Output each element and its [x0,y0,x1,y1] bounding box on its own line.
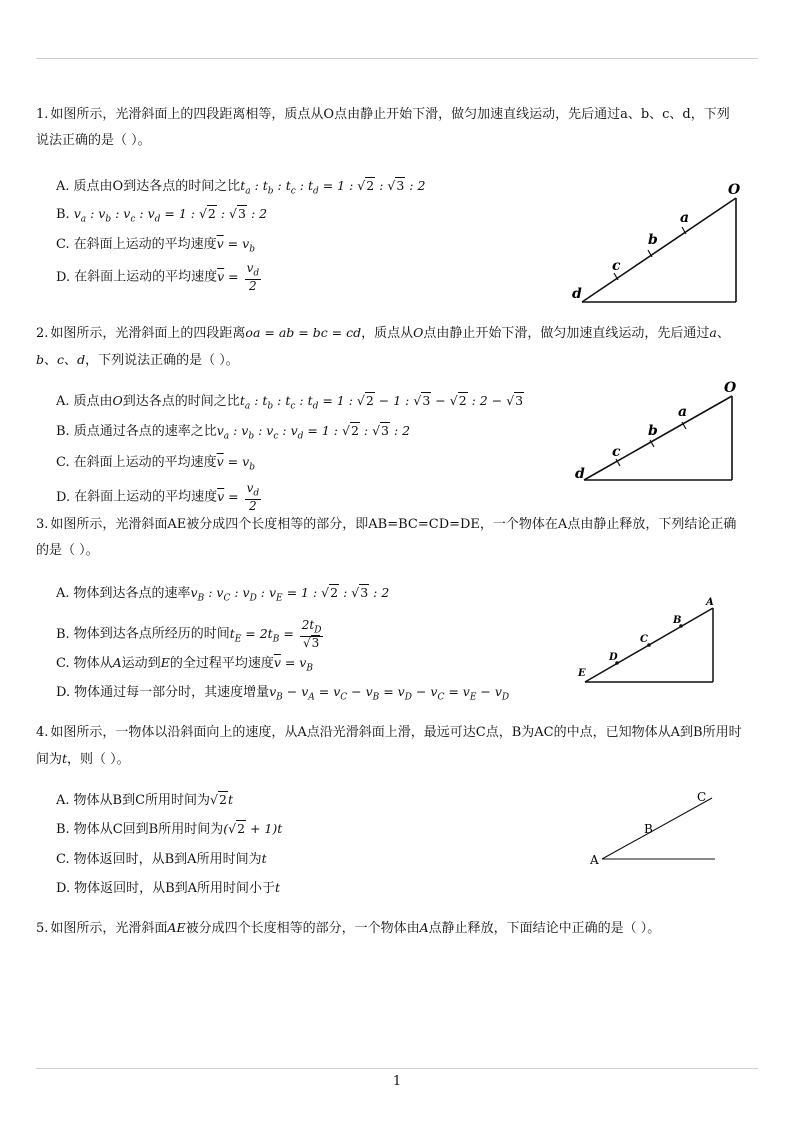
question-4-stem [36,720,742,773]
page-number: 1 [392,1074,402,1089]
q2-option-a [56,390,524,418]
option-label: C. [56,455,70,470]
stem-math: A [419,920,429,935]
option-text: 物体从B到C所用时间为 [73,793,211,808]
option-math: √2t [210,792,233,807]
q3-option-d [56,681,509,709]
stem-text: 、 [64,353,78,368]
q1-option-b [56,203,267,231]
question-number: 4. [36,725,49,740]
option-text: 物体到达各点所经历的时间 [73,626,230,642]
option-text: 在斜面上运动的平均速度 [73,237,217,252]
option-label: B. [56,822,70,837]
stem-text: 如图所示，光滑斜面AE被分成四个长度相等的部分，即AB=BC=CD=DE，一个物体在A点由静止释放，下列结论正确的是（ ）。 [36,517,737,558]
header-rule [36,58,758,59]
q3-incline-figure [575,596,725,688]
question-2-stem [36,320,742,374]
label-c: c [612,258,621,274]
label-b: b [648,232,658,248]
option-label: C. [56,852,70,867]
label-a: A [706,597,714,608]
option-label: A. [56,179,70,194]
q1-option-a [56,175,425,203]
label-o: O [728,182,741,198]
q3-option-b [56,619,325,650]
question-1 [36,102,742,154]
q3-option-c [56,652,313,680]
question-5-stem [36,915,742,942]
option-label: D. [56,489,71,505]
option-label: A. [56,394,70,409]
option-label: D. [56,881,71,896]
q1-incline-figure [570,178,750,308]
option-label: C. [56,237,70,252]
option-text: 物体到达各点的速率 [73,586,191,601]
stem-math: oa = ab = bc = cd [245,325,362,340]
q4-incline-figure [588,788,720,868]
question-2 [36,320,742,374]
option-label: A. [56,793,70,808]
stem-math: b [36,352,45,367]
question-number: 2. [36,326,49,341]
q1-option-c [56,233,255,261]
question-number: 3. [36,517,49,532]
option-text: 运动到 [121,656,161,671]
option-math-a: A [112,655,122,670]
label-a: a [678,404,688,420]
option-label: D. [56,269,71,285]
stem-text: 、 [716,326,730,341]
stem-text: ，质点从 [361,326,414,341]
stem-text: 、 [44,353,58,368]
label-c: C [697,790,707,804]
question-1-stem [36,102,742,154]
question-number: 5. [36,921,49,936]
q2-incline-figure [572,378,742,488]
option-math: $t_a$ : $t_b$ : $t_c$ : $t_d = 1$ : √2 − 1 : √3 − √2 : 2 − √3 [239,393,524,412]
question-number: 1. [36,107,49,122]
option-label: A. [56,586,70,601]
option-label: D. [56,685,71,700]
option-label: B. [56,424,70,439]
label-d: D [609,652,618,663]
stem-text: 如图所示，一物体以沿斜面向上的速度，从A点沿光滑斜面上滑，最远可达C点，B为AC的中点，已知物体从A到B所用时间为 [36,725,742,767]
option-text: 质点通过各点的速率之比 [73,424,217,439]
option-math: $v_a$ : $v_b$ : $v_c$ : $v_d = 1$ : √2 : √3 : 2 [73,206,268,225]
option-math: t [261,851,267,866]
option-text: 物体从 [73,656,113,671]
option-math: $\overline{v} = v_B$ [273,655,313,674]
option-math: t [275,880,281,895]
q4-option-d [56,877,280,900]
incline-line [584,396,732,480]
option-math: $\overline{v} = v_b$ [216,454,255,473]
q2-option-d [56,482,263,512]
option-text: 物体通过每一部分时，其速度增量 [74,685,270,700]
stem-text: 如图所示，光滑斜面 [50,921,168,936]
q3-option-a [56,582,389,610]
q4-option-c [56,848,267,871]
stem-text: ，下列说法正确的是（ ）。 [85,353,239,368]
option-math: $v_a$ : $v_b$ : $v_c$ : $v_d = 1$ : √2 : √3 : 2 [216,423,411,442]
stem-math: c [57,352,65,367]
label-d: d [575,466,585,482]
stem-text: ，则（ ）。 [67,752,130,767]
label-d: d [572,286,582,302]
label-c: C [640,634,648,645]
label-c: c [612,444,621,460]
q2-option-b [56,420,410,448]
option-text: 物体返回时，从B到A所用时间为 [73,852,262,867]
label-b: B [644,822,653,836]
incline-line [582,198,736,302]
option-math: $v_B - v_A = v_C - v_B = v_D - v_C = v_E - v_D$ [269,684,510,703]
option-text: 物体从C回到B所用时间为 [73,822,224,837]
question-5 [36,915,742,942]
q1-option-d [56,262,263,292]
option-text: 在斜面上运动的平均速度 [74,489,218,505]
label-e: E [578,668,586,679]
option-math: (√2 + 1)t [223,821,283,836]
question-3 [36,512,742,564]
option-label: B. [56,626,70,642]
option-math: $\overline{v}$ = $\frac{v_d}{2}$ [217,481,260,514]
q2-option-c [56,451,255,479]
stem-math: AE [167,920,186,935]
stem-math: d [77,352,86,367]
label-o: O [724,380,737,396]
stem-math: a [709,325,717,340]
label-a: a [680,210,690,226]
stem-math: O [413,325,424,340]
footer-rule [36,1068,758,1069]
option-text: 到达各点的时间之比 [122,394,240,409]
stem-math: t [62,751,68,766]
question-4 [36,720,742,773]
option-math: $v_B$ : $v_C$ : $v_D$ : $v_E = 1$ : √2 : √3 : 2 [190,585,390,604]
stem-text: 如图所示，光滑斜面上的四段距离相等，质点从O点由静止开始下滑，做匀加速直线运动，先后通过a、b、c、d，下列说法正确的是（ ）。 [36,107,730,148]
option-label: B. [56,207,70,222]
question-3-stem [36,512,742,564]
option-text: 的全过程平均速度 [169,656,274,671]
option-math: $t_a$ : $t_b$ : $t_c$ : $t_d = 1$ : √2 : √3 : 2 [240,178,426,197]
option-text: 物体返回时，从B到A所用时间小于 [74,881,276,896]
q4-option-b [56,818,282,841]
option-math-e: E [160,655,170,670]
option-text: 在斜面上运动的平均速度 [74,269,218,285]
incline-line [602,798,712,859]
stem-text: 被分成四个长度相等的部分，一个物体由 [185,921,420,936]
option-math-o: O [112,393,123,408]
stem-text: 点静止释放，下面结论中正确的是（ ）。 [428,921,661,936]
option-math: $t_E = 2t_B$ = $\frac{2t_D}{√3}$ [229,618,322,651]
label-b: B [673,615,682,626]
option-label: C. [56,656,70,671]
option-math: $\overline{v} = v_b$ [216,236,255,255]
stem-text: 如图所示，光滑斜面上的四段距离 [50,326,246,341]
label-a: A [590,853,599,867]
option-math: $\overline{v}$ = $\frac{v_d}{2}$ [217,261,260,294]
q4-option-a [56,789,233,812]
stem-text: 点由静止开始下滑，做匀加速直线运动，先后通过 [423,326,710,341]
option-text: 质点由 [73,394,113,409]
label-b: b [648,423,658,439]
option-text: 在斜面上运动的平均速度 [73,455,217,470]
option-text: 质点由O到达各点的时间之比 [73,179,241,194]
